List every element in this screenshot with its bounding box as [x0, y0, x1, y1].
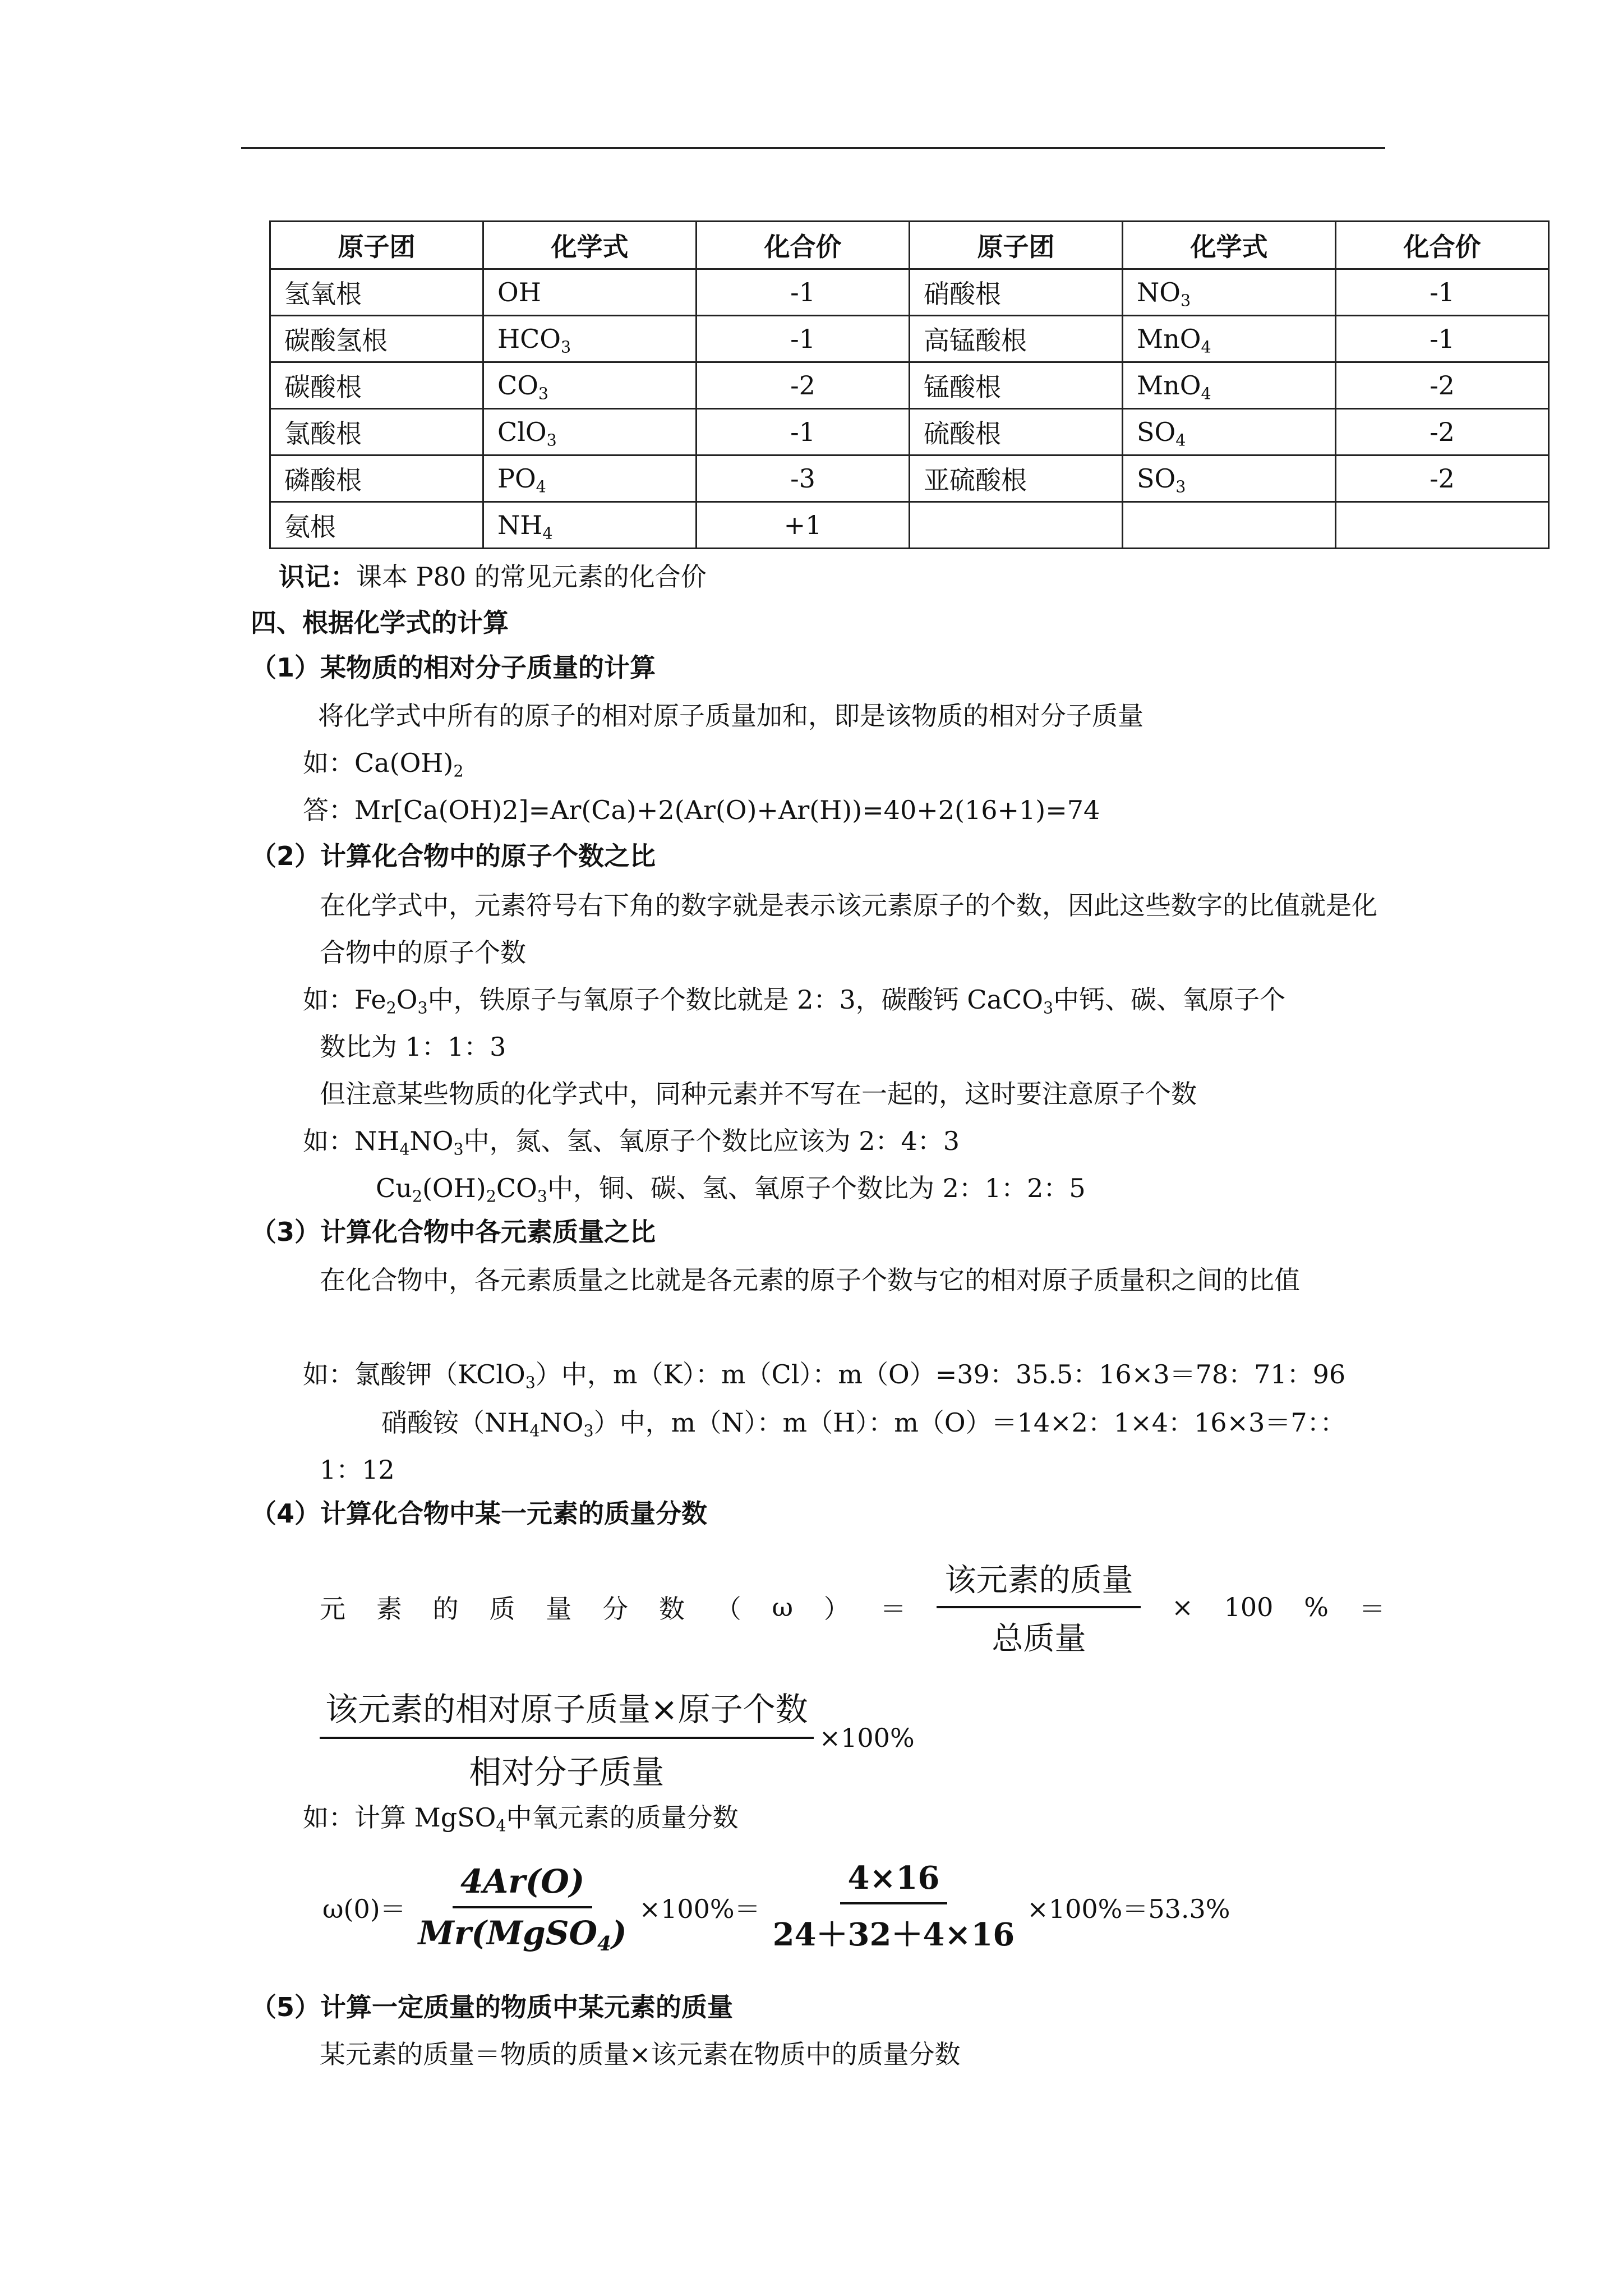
subscript: 4: [1201, 338, 1211, 357]
text: NO: [540, 1407, 584, 1438]
text: 如：氯酸钾（KClO: [303, 1359, 525, 1389]
formula-char: 的: [432, 1594, 459, 1624]
subscript: 3: [537, 1187, 547, 1206]
formula-cell: [1123, 502, 1336, 549]
s3-example-2: [381, 1406, 1346, 1439]
fraction-numerator: 4×16: [840, 1860, 948, 1904]
percent-factor: ×100%: [819, 1723, 915, 1753]
example-label: 如：: [303, 748, 354, 778]
formula-char: 素: [376, 1594, 402, 1624]
valence-cell: +1: [697, 502, 910, 549]
formula-char: %: [1304, 1592, 1329, 1622]
table-row: [270, 316, 1549, 362]
group-name-cell: 硫酸根: [910, 409, 1123, 455]
table-row: [270, 455, 1549, 502]
s5-heading: （5）计算一定质量的物质中某元素的质量: [251, 1992, 734, 2022]
subscript: 2: [453, 762, 464, 781]
valence-cell: -1: [697, 269, 910, 316]
valence-cell: -2: [1336, 455, 1549, 502]
subscript: 3: [417, 999, 428, 1018]
text: CO: [496, 1173, 537, 1203]
formula-cell: [1123, 316, 1336, 362]
table-row: [270, 502, 1549, 549]
formula-cell: [483, 502, 697, 549]
memo-line: [279, 560, 707, 593]
valence-cell: [1336, 502, 1549, 549]
text: 如：计算 MgSO: [303, 1802, 496, 1833]
fraction-numerator: 该元素的质量: [937, 1556, 1141, 1608]
atom-group-table: [269, 220, 1550, 549]
mass-fraction-definition: [320, 1562, 1385, 1657]
formula-char: ）: [823, 1594, 850, 1624]
text: 中，氮、氢、氧原子个数比应该为 2：4：3: [463, 1126, 960, 1156]
subscript: 3: [1043, 999, 1054, 1018]
fraction-denominator: [411, 1908, 635, 1955]
s3-paragraph: 在化合物中，各元素质量之比就是各元素的原子个数与它的相对原子质量积之间的比值: [320, 1265, 1300, 1295]
column-header: 化学式: [483, 222, 697, 269]
column-header: 化合价: [1336, 222, 1549, 269]
s2-example-1: [303, 983, 1285, 1016]
s1-answer: [303, 793, 1100, 827]
formula-text: Ca(OH): [354, 748, 454, 778]
s1-heading: （1）某物质的相对分子质量的计算: [251, 652, 656, 683]
valence-cell: -2: [1336, 409, 1549, 455]
table-row: [270, 269, 1549, 316]
formula-cell: [1123, 269, 1336, 316]
valence-cell: -2: [1336, 362, 1549, 409]
group-name-cell: 磷酸根: [270, 455, 483, 502]
text: 中，铁原子与氧原子个数比就是 2：3，碳酸钙 CaCO: [427, 984, 1043, 1015]
table-row: [270, 362, 1549, 409]
formula-cell: [1123, 455, 1336, 502]
formula-text: PO: [497, 463, 536, 494]
formula-char: 质: [489, 1594, 515, 1624]
s2-example-2: [303, 1124, 960, 1158]
s3-heading: （3）计算化合物中各元素质量之比: [251, 1217, 656, 1247]
valence-cell: -1: [1336, 316, 1549, 362]
formula-text: MnO: [1137, 370, 1201, 401]
s3-example-2-cont: 1：12: [320, 1455, 395, 1485]
group-name-cell: 碳酸氢根: [270, 316, 483, 362]
formula-text: NO: [1137, 277, 1181, 307]
text: 中钙、碳、氧原子个: [1053, 984, 1286, 1015]
subscript: 3: [561, 338, 571, 357]
formula-text: SO: [1137, 417, 1176, 447]
formula-char: ω: [772, 1592, 794, 1622]
formula-cell: [483, 409, 697, 455]
fraction-4ar-over-mr: [411, 1862, 635, 1955]
valence-cell: -3: [697, 455, 910, 502]
subscript: 3: [538, 384, 549, 403]
subscript: 4: [536, 477, 546, 496]
formula-char: 100: [1224, 1592, 1274, 1622]
formula-char: ＝: [1359, 1594, 1385, 1624]
subscript: 4: [399, 1140, 410, 1159]
group-name-cell: 亚硫酸根: [910, 455, 1123, 502]
text: ）中，m（K）：m（Cl）：m（O）=39：35.5：16×3＝78：71：96: [535, 1359, 1346, 1389]
formula-text: OH: [497, 277, 541, 307]
subscript: 4: [1175, 431, 1186, 450]
formula-text: ClO: [497, 417, 547, 447]
valence-cell: -1: [697, 316, 910, 362]
s2-paragraph: 在化学式中，元素符号右下角的数字就是表示该元素原子的个数，因此这些数字的比值就是化合物中的原子个数: [320, 890, 1377, 968]
text: Mr(MgSO: [418, 1914, 598, 1952]
formula-char: ×: [1172, 1592, 1193, 1622]
calc-mid: ×100%＝: [639, 1894, 760, 1924]
group-name-cell: 氢氧根: [270, 269, 483, 316]
formula-cell: [483, 455, 697, 502]
column-header: 原子团: [910, 222, 1123, 269]
section-4-heading: 四、根据化学式的计算: [251, 608, 509, 638]
answer-text: Mr[Ca(OH)2]=Ar(Ca)+2(Ar(O)+Ar(H))=40+2(16+1)=74: [354, 795, 1100, 825]
s4-heading: （4）计算化合物中某一元素的质量分数: [251, 1498, 708, 1529]
subscript: 3: [546, 431, 557, 450]
subscript: 4: [1201, 384, 1211, 403]
formula-text: NH: [497, 510, 543, 540]
s3-example-1: [303, 1358, 1345, 1391]
subscript: 4: [542, 524, 553, 543]
formula-cell: [483, 269, 697, 316]
group-name-cell: [910, 502, 1123, 549]
s2-note: 但注意某些物质的化学式中，同种元素并不写在一起的，这时要注意原子个数: [320, 1079, 1197, 1109]
column-header: 化学式: [1123, 222, 1336, 269]
mgso4-calculation: [322, 1860, 1230, 1955]
fraction-denominator: 相对分子质量: [469, 1753, 665, 1791]
subscript: 3: [1180, 291, 1191, 310]
subscript: 4: [597, 1931, 612, 1955]
group-name-cell: 氨根: [270, 502, 483, 549]
formula-text: MnO: [1137, 324, 1201, 354]
text: 中，铜、碳、氢、氧原子个数比为 2：1：2：5: [547, 1173, 1086, 1203]
formula-cell: [483, 316, 697, 362]
table-row: [270, 409, 1549, 455]
valence-cell: -1: [697, 409, 910, 455]
formula-text: SO: [1137, 463, 1176, 494]
fraction-numerator: 4Ar(O): [453, 1862, 592, 1908]
s4-example: [303, 1801, 739, 1834]
fraction-4x16-over-sum: [765, 1860, 1023, 1955]
formula-text: CO: [497, 370, 538, 401]
group-name-cell: 锰酸根: [910, 362, 1123, 409]
calc-lhs: ω(0)＝: [322, 1894, 406, 1924]
text: 中氧元素的质量分数: [506, 1802, 739, 1833]
formula-char: （: [715, 1594, 741, 1624]
valence-cell: -2: [697, 362, 910, 409]
text: NO: [409, 1126, 454, 1156]
s2-example-1-cont: 数比为 1：1：3: [320, 1032, 506, 1062]
fraction-element-over-total: [937, 1556, 1141, 1659]
subscript: 3: [1175, 477, 1186, 496]
subscript: 2: [412, 1187, 422, 1206]
text: (OH): [422, 1173, 486, 1203]
text: ）中，m（N）：m（H）：m（O）＝14×2：1×4：16×3＝7：：: [593, 1407, 1346, 1438]
answer-label: 答：: [303, 795, 354, 825]
memo-text: 课本 P80 的常见元素的化合价: [356, 562, 707, 592]
formula-char: ＝: [880, 1594, 906, 1624]
s1-example: [303, 746, 464, 780]
formula-char: 分: [602, 1594, 629, 1624]
fraction-numerator: 该元素的相对原子质量×原子个数: [320, 1683, 814, 1739]
header-rule: [241, 147, 1385, 149]
subscript: 3: [453, 1140, 464, 1159]
subscript: 2: [486, 1187, 496, 1206]
subscript: 4: [529, 1421, 540, 1441]
s2-heading: （2）计算化合物中的原子个数之比: [251, 841, 656, 871]
calc-result: ×100%＝53.3%: [1027, 1894, 1230, 1924]
subscript: 2: [386, 999, 396, 1018]
formula-char: 元: [320, 1594, 345, 1624]
text: 如：NH: [303, 1126, 400, 1156]
s2-example-3: [376, 1171, 1086, 1205]
mass-fraction-expanded: [320, 1683, 915, 1793]
group-name-cell: 氯酸根: [270, 409, 483, 455]
column-header: 原子团: [270, 222, 483, 269]
text: 如：Fe: [303, 984, 386, 1015]
valence-cell: -1: [1336, 269, 1549, 316]
text: Cu: [376, 1173, 412, 1203]
group-name-cell: 高锰酸根: [910, 316, 1123, 362]
formula-cell: [483, 362, 697, 409]
fraction-atomic-over-molecular: [320, 1683, 814, 1793]
s1-description: 将化学式中所有的原子的相对原子质量加和，即是该物质的相对分子质量: [318, 701, 1144, 731]
formula-cell: [1123, 409, 1336, 455]
formula-cell: [1123, 362, 1336, 409]
subscript: 3: [583, 1421, 594, 1441]
fraction-denominator: 总质量: [992, 1621, 1086, 1657]
formula-char: 量: [546, 1594, 572, 1624]
formula-text: HCO: [497, 324, 561, 354]
formula-char: 数: [658, 1594, 685, 1624]
memo-label: 识记：: [279, 562, 356, 592]
text: 硝酸铵（NH: [381, 1407, 530, 1438]
s5-description: 某元素的质量＝物质的质量×该元素在物质中的质量分数: [320, 2039, 961, 2069]
subscript: 4: [496, 1816, 506, 1835]
fraction-denominator: 24＋32＋4×16: [772, 1916, 1015, 1953]
table-header-row: [270, 222, 1549, 269]
subscript: 3: [525, 1373, 536, 1392]
group-name-cell: 硝酸根: [910, 269, 1123, 316]
column-header: 化合价: [697, 222, 910, 269]
text: ): [611, 1914, 627, 1952]
group-name-cell: 碳酸根: [270, 362, 483, 409]
text: O: [396, 984, 418, 1015]
